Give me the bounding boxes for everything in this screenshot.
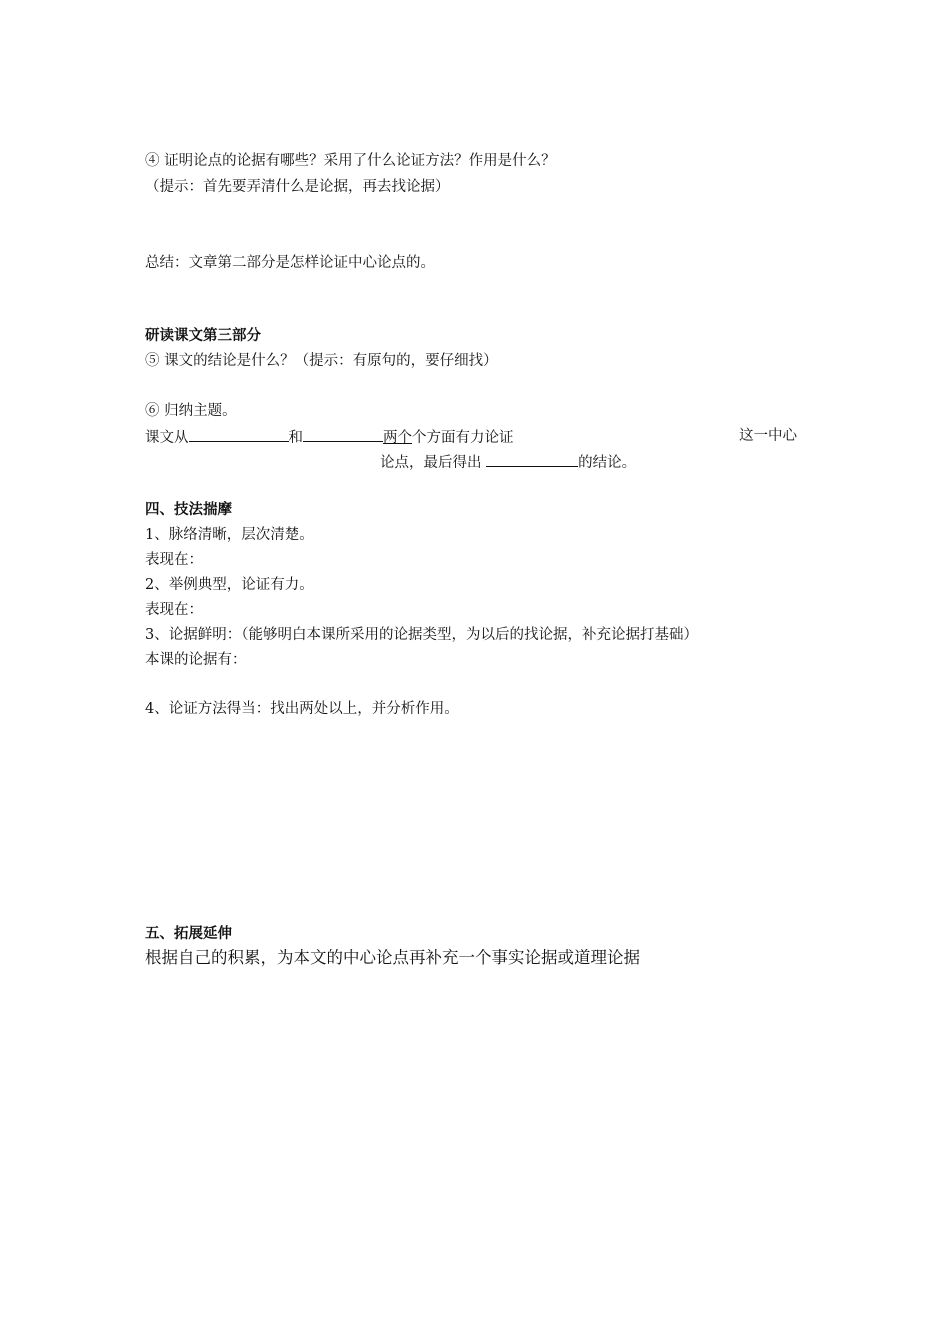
- section4-item2: 2、举例典型，论证有力。: [145, 577, 314, 593]
- fill-aspects-label: 个方面有力论证: [412, 430, 514, 446]
- blank-2[interactable]: [303, 427, 383, 442]
- section4-item3-sub: 本课的论据有：: [145, 652, 247, 668]
- fill-from-label: 课文从: [145, 430, 189, 446]
- section4-item1-show: 表现在：: [145, 552, 203, 568]
- fill-center-label: 这一中心: [739, 428, 797, 444]
- section4-heading: 四、技法揣摩: [145, 502, 232, 518]
- summary-line: 总结：文章第二部分是怎样论证中心论点的。: [145, 255, 435, 271]
- blank-1[interactable]: [189, 427, 289, 442]
- fill-line-2: [380, 452, 636, 472]
- question-4: ④ 证明论点的论据有哪些？采用了什么论证方法？作用是什么？: [145, 153, 556, 169]
- blank-3[interactable]: [486, 452, 578, 467]
- fill-two-label: 两个: [383, 430, 412, 446]
- part3-heading: 研读课文第三部分: [145, 328, 261, 344]
- fill-line-1: [145, 427, 514, 447]
- section4-item4: 4、论证方法得当：找出两处以上，并分析作用。: [145, 701, 459, 717]
- section4-item2-show: 表现在：: [145, 602, 203, 618]
- fill-and-label: 和: [288, 430, 303, 446]
- question-4-hint: （提示：首先要弄清什么是论据，再去找论据）: [145, 179, 450, 195]
- question-6: ⑥ 归纳主题。: [145, 403, 237, 419]
- section4-item3: 3、论据鲜明：（能够明白本课所采用的论据类型，为以后的找论据，补充论据打基础）: [145, 627, 698, 643]
- question-5: ⑤ 课文的结论是什么？（提示：有原句的，要仔细找）: [145, 353, 498, 369]
- fill-conclusion-label: 论点，最后得出: [380, 455, 482, 471]
- section4-item1: 1、脉络清晰，层次清楚。: [145, 527, 314, 543]
- fill-conclusion-end: 的结论。: [578, 455, 637, 471]
- section5-heading: 五、拓展延伸: [145, 926, 232, 942]
- section5-text: 根据自己的积累，为本文的中心论点再补充一个事实论据或道理论据: [145, 948, 640, 967]
